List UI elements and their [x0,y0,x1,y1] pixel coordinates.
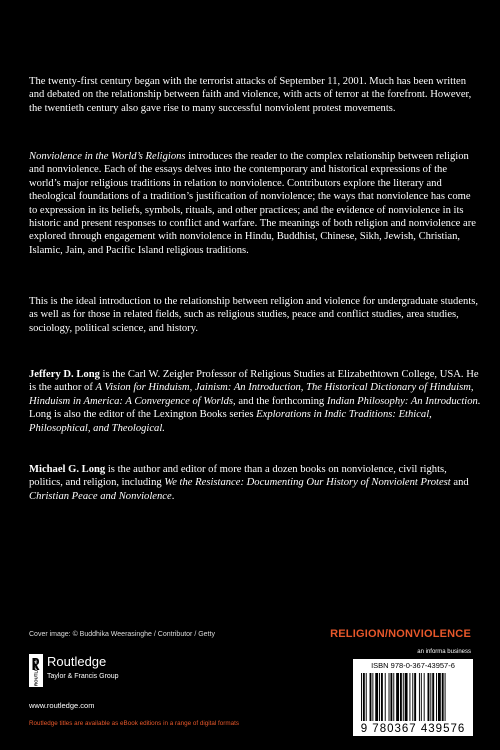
bio-book-title: Indian Philosophy: An Introduction. [326,395,481,407]
bio-book-title: We the Resistance: Documenting Our History of Nonviolent Protest [164,477,451,489]
barcode-icon [361,673,467,721]
bio-text: and the forthcoming [235,395,327,407]
logo-vertical-text: ROUTLEDGE [33,658,39,686]
cover-image-credit: Cover image: © Buddhika Weerasinghe / Contributor / Getty [29,631,215,638]
publisher-website: www.routledge.com [29,701,95,710]
isbn-number: ISBN 978-0-367-43957-6 [371,661,455,670]
publisher-name: Routledge [47,654,107,669]
author-bio-jeffery [29,368,481,435]
subject-category: RELIGION/NONVIOLENCE [330,628,471,640]
bio-text: is the Carl W. Zeigler Professor of Religious Studies at Elizabethtown College, USA. He is the author of [29,369,479,394]
bio-book-list: A Vision for Hinduism, Jainism: An Introduction, The Historical Dictionary of Hinduism, Hinduism in America: A Convergence of Worlds, [29,382,474,407]
publisher-group: Taylor & Francis Group [47,673,119,680]
publisher-logo [29,654,169,688]
author-name-jeffery: Jeffery D. Long [29,369,100,380]
book-title: Nonviolence in the World’s Religions [29,151,186,162]
author-name-michael: Michael G. Long [29,464,106,475]
bio-text: is the author and editor of more than a dozen books on nonviolence, civil rights, politics, and religion, including [29,464,447,489]
ebook-availability-note: Routledge titles are available as eBook editions in a range of digital formats [29,720,240,727]
description-paragraph-3: This is the ideal introduction to the relationship between religion and violence for undergraduate students, as well as for those in related fields, such as religious studies, peace and conflict studies, area studies, sociology, political science, and history. [29,296,479,334]
barcode-panel [353,659,473,736]
bio-book-title: Christian Peace and Nonviolence [29,490,172,502]
bio-text: . [171,490,175,502]
description-paragraph-2-text: introduces the reader to the complex relationship between religion and nonviolence. Each of the essays delves into the contemporary and historical expressions of the world’s major religious traditions in relation to nonviolence. Contributors explore the literary and theological foundations of a tradition’s justification of nonviolence; the ways that nonviolence has come to expression in its beliefs, symbols, rituals, and other practices; and the evidence of nonviolence in its historic and present responses to conflict and warfare. The meanings of both religion and nonviolence are explored through engagement with nonviolence in Hindu, Buddhist, Chinese, Sikh, Jewish, Christian, Islamic, Jain, and Pacific Island religious traditions. [29,151,476,256]
bio-text: and [450,477,469,489]
barcode-number: 9 780367 439576 [360,723,466,735]
description-paragraph-1: The twenty-first century began with the terrorist attacks of September 11, 2001. Much has been written and debated on the relationship between faith and violence, with acts of terror at the forefront. However, the twentieth century also gave rise to many successful nonviolent protest movements. [29,76,472,114]
routledge-logo-icon [29,654,43,687]
informa-tagline: an informa business [417,649,471,655]
bio-text: Long is also the editor of the Lexington Books series [29,409,257,421]
description-paragraph-2 [29,150,481,257]
author-bio-michael [29,463,481,503]
bio-series-title: Explorations in Indic Traditions: Ethical, Philosophical, and Theological. [29,409,432,434]
